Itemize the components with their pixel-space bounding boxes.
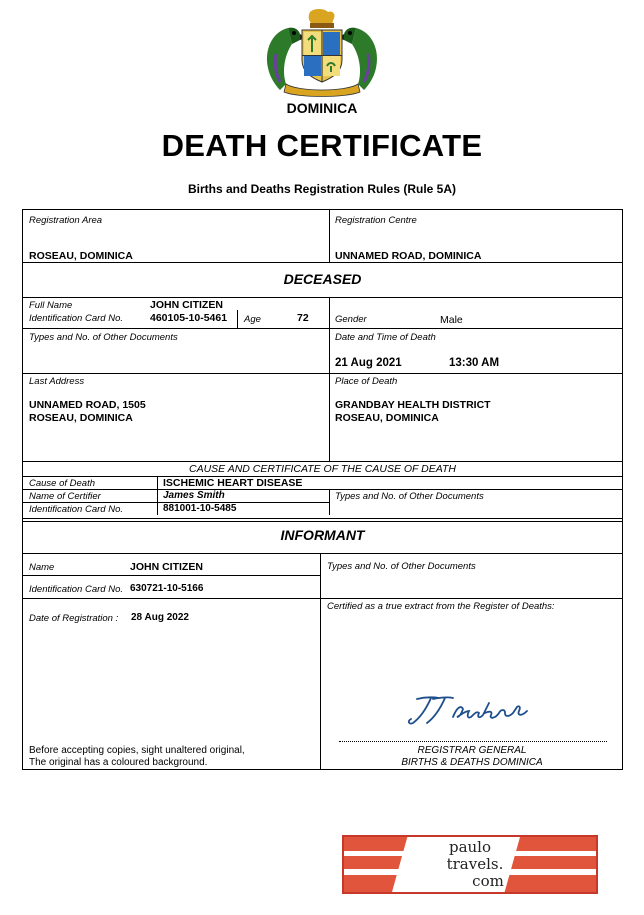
informant-name-label: Name — [29, 562, 55, 573]
gender-label: Gender — [335, 314, 367, 325]
deceased-details-box — [22, 209, 623, 522]
certifier-name-label: Name of Certifier — [29, 491, 101, 502]
divider — [23, 575, 321, 576]
place-of-death-line1: GRANDBAY HEALTH DISTRICT — [335, 399, 491, 411]
divider — [23, 461, 622, 462]
divider — [23, 489, 622, 490]
country-name: DOMINICA — [286, 100, 358, 116]
signature-dotted-line — [339, 741, 607, 742]
certifier-name-value: James Smith — [163, 490, 225, 501]
divider — [23, 598, 622, 599]
last-address-line1: UNNAMED ROAD, 1505 — [29, 399, 146, 411]
divider — [320, 553, 321, 769]
age-label: Age — [244, 314, 261, 325]
full-name-label: Full Name — [29, 300, 73, 311]
logo-text-line1: paulo — [448, 838, 492, 856]
informant-details-box — [22, 518, 623, 770]
place-of-death-line2: ROSEAU, DOMINICA — [335, 412, 439, 424]
certifier-other-documents-label: Types and No. of Other Documents — [335, 491, 484, 502]
other-documents-label: Types and No. of Other Documents — [29, 332, 178, 343]
logo-text — [344, 839, 596, 890]
place-of-death-label: Place of Death — [335, 376, 398, 387]
time-of-death-value: 13:30 AM — [449, 357, 500, 369]
cause-of-death-value: ISCHEMIC HEART DISEASE — [163, 477, 303, 489]
registration-centre-label: Registration Centre — [335, 215, 417, 226]
logo-text-line2: travels. — [446, 855, 504, 873]
divider — [23, 476, 622, 477]
informant-name-value: JOHN CITIZEN — [130, 561, 203, 573]
document-title: DEATH CERTIFICATE — [161, 128, 483, 163]
divider — [329, 489, 330, 515]
certifier-id-value: 881001-10-5485 — [163, 503, 237, 514]
divider — [329, 297, 330, 461]
informant-other-documents-label: Types and No. of Other Documents — [327, 561, 476, 572]
deceased-id-value: 460105-10-5461 — [150, 312, 228, 324]
paulotravels-watermark-logo — [342, 835, 598, 894]
cause-of-death-label: Cause of Death — [29, 478, 96, 489]
logo-text-line3: com — [472, 872, 504, 890]
divider — [23, 553, 622, 554]
last-address-label: Last Address — [29, 376, 85, 387]
divider — [329, 210, 330, 262]
registrar-title-line1: REGISTRAR GENERAL — [417, 745, 527, 756]
informant-section-title: INFORMANT — [280, 527, 365, 543]
registration-area-label: Registration Area — [29, 215, 103, 226]
deceased-section-title: DECEASED — [283, 271, 362, 287]
divider — [23, 297, 622, 298]
registrar-signature — [403, 689, 543, 733]
date-of-death-value: 21 Aug 2021 — [335, 357, 402, 369]
registration-date-label: Date of Registration : — [29, 613, 119, 624]
coat-of-arms-emblem — [258, 6, 386, 98]
last-address-line2: ROSEAU, DOMINICA — [29, 412, 133, 424]
divider — [157, 476, 158, 515]
registration-date-value: 28 Aug 2022 — [131, 612, 189, 623]
full-name-value: JOHN CITIZEN — [150, 299, 223, 311]
divider — [237, 310, 238, 328]
age-value: 72 — [297, 312, 309, 324]
informant-id-value: 630721-10-5166 — [130, 583, 204, 594]
cause-section-title: CAUSE AND CERTIFICATE OF THE CAUSE OF DEATH — [188, 463, 456, 475]
divider — [23, 328, 622, 329]
certifier-id-label: Identification Card No. — [29, 504, 123, 515]
divider — [23, 262, 622, 263]
deceased-id-label: Identification Card No. — [29, 313, 123, 324]
footnote-line1: Before accepting copies, sight unaltered original, — [29, 745, 245, 756]
footnote-line2: The original has a coloured background. — [29, 757, 208, 768]
registration-centre-value: UNNAMED ROAD, DOMINICA — [335, 250, 482, 262]
informant-id-label: Identification Card No. — [29, 584, 123, 595]
registrar-title-line2: BIRTHS & DEATHS DOMINICA — [401, 757, 543, 768]
certified-extract-label: Certified as a true extract from the Register of Deaths: — [327, 601, 555, 612]
date-time-of-death-label: Date and Time of Death — [335, 332, 436, 343]
divider — [23, 373, 622, 374]
document-subtitle: Births and Deaths Registration Rules (Rule 5A) — [187, 182, 457, 196]
registration-area-value: ROSEAU, DOMINICA — [29, 250, 133, 262]
gender-value: Male — [440, 314, 463, 326]
